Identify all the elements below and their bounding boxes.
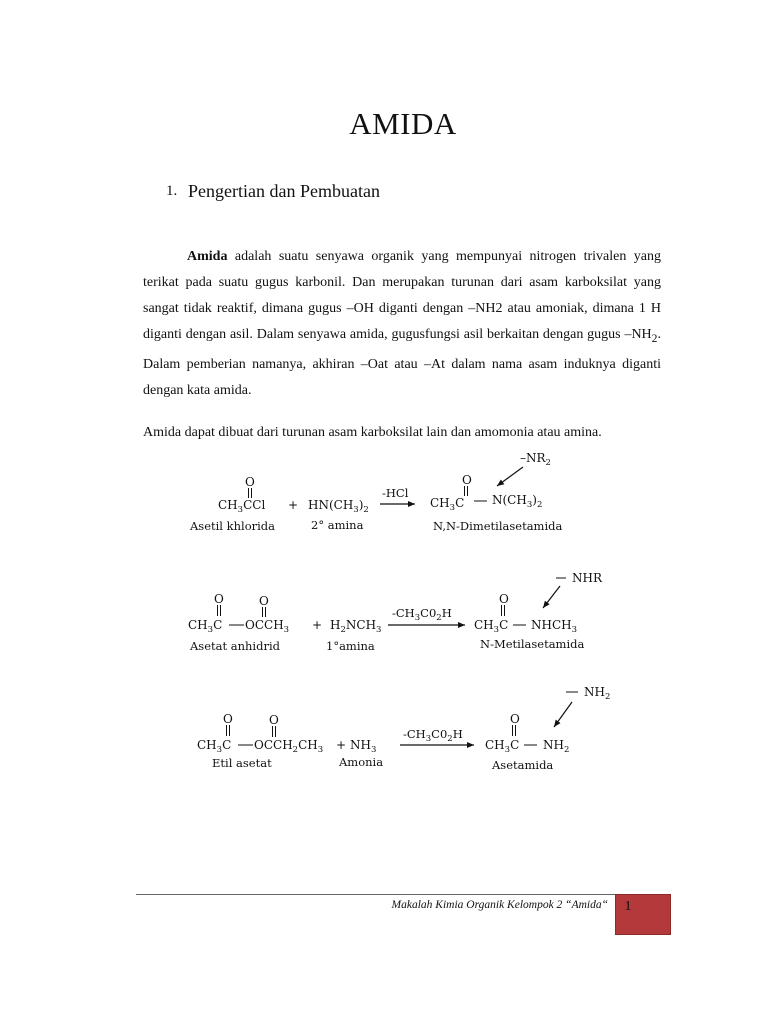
r1-product-left: $CH_3C$ <box>430 496 465 513</box>
r1-product-right: $N(CH_3)_2$ <box>492 493 543 510</box>
reaction-1 <box>189 451 563 533</box>
r3-name-reactant1: Etil asetat <box>212 756 272 770</box>
r3-reactant1-left: $CH_3C$ <box>197 738 232 755</box>
r3-product-left: $CH_3C$ <box>485 738 520 755</box>
paragraph-subscript: 2 <box>651 331 658 345</box>
paragraph-text-2: . Dalam pemberian namanya, akhiran –Oat atau –At dalam nama asam induknya diganti dengan kata amida. <box>143 327 661 398</box>
footer-divider <box>136 894 616 895</box>
reaction-3 <box>197 685 610 772</box>
r3-reactant1-oxygen-b: O <box>269 713 279 727</box>
r2-arrow-label: $-CH_3C0_2H$ <box>392 606 452 623</box>
footer-caption: Makalah Kimia Organik Kelompok 2 “Amida“ <box>391 899 608 911</box>
r3-product-right: $NH_2$ <box>543 738 570 755</box>
section-heading: Pengertian dan Pembuatan <box>188 181 380 201</box>
r2-product-right: $NHCH_3$ <box>531 618 578 635</box>
r3-callout-arrow <box>554 702 572 727</box>
r1-product-oxygen: O <box>462 473 472 487</box>
r2-reactant1-oxygen-a: O <box>214 592 224 606</box>
reaction-2 <box>188 571 603 653</box>
r3-reactant1-right: $OCCH_2CH_3$ <box>254 738 324 755</box>
r2-plus: + <box>312 618 323 632</box>
intro-sentence: Amida dapat dibuat dari turunan asam karboksilat lain dan amomonia atau amina. <box>143 425 602 440</box>
r1-name-product: N,N-Dimetilasetamida <box>433 519 563 533</box>
r1-reactant1-formula: $CH_3CCl$ <box>218 498 266 515</box>
r2-name-reactant2: 1°amina <box>326 639 375 653</box>
r3-reactant1-oxygen-a: O <box>223 712 233 726</box>
r3-product-oxygen: O <box>510 712 520 726</box>
page-number: 1 <box>624 899 632 914</box>
r3-plus: + <box>336 738 347 752</box>
r2-reactant1-left: $CH_3C$ <box>188 618 223 635</box>
r3-callout-label: $NH_2$ <box>584 685 611 702</box>
r2-name-product: N-Metilasetamida <box>480 637 585 651</box>
r1-arrow-label: -HCl <box>382 486 409 500</box>
r1-reactant1-oxygen: O <box>245 475 255 489</box>
r1-reactant2-formula: $HN(CH_3)_2$ <box>308 498 369 515</box>
r2-reactant2-formula: $H_2NCH_3$ <box>330 618 382 635</box>
r2-product-left: $CH_3C$ <box>474 618 509 635</box>
r3-reactant2-formula: $NH_3$ <box>350 738 377 755</box>
r1-name-reactant1: Asetil khlorida <box>190 519 276 533</box>
r2-callout-arrow <box>543 586 560 608</box>
r2-name-reactant1: Asetat anhidrid <box>190 639 281 653</box>
r2-reactant1-right: $OCCH_3$ <box>245 618 290 635</box>
r1-plus: + <box>288 498 299 512</box>
r2-product-oxygen: O <box>499 592 509 606</box>
page-title: AMIDA <box>349 106 457 141</box>
section-number: 1. <box>166 183 178 199</box>
bold-lead: Amida <box>187 249 228 264</box>
r1-name-reactant2: 2° amina <box>311 518 364 532</box>
r1-callout-arrow <box>497 467 523 486</box>
paragraph-text-1: adalah suatu senyawa organik yang mempunyai nitrogen trivalen yang terikat pada suatu gugus karbonil. Dan merupakan turunan dari asam karboksilat yang sangat tidak reaktif, dimana gugus –OH diganti dengan –NH2 atau amoniak, dimana 1 H diganti dengan asil. Dalam senyawa amida, gugusfungsi asil berkaitan dengan gugus –NH <box>143 249 661 342</box>
r1-callout-label: $-NR_2$ <box>520 451 551 468</box>
r3-name-product: Asetamida <box>492 758 554 772</box>
r3-arrow-label: $-CH_3C0_2H$ <box>403 727 463 744</box>
r2-reactant1-oxygen-b: O <box>259 594 269 608</box>
r3-name-reactant2: Amonia <box>339 755 384 769</box>
r2-callout-label: NHR <box>572 571 602 585</box>
